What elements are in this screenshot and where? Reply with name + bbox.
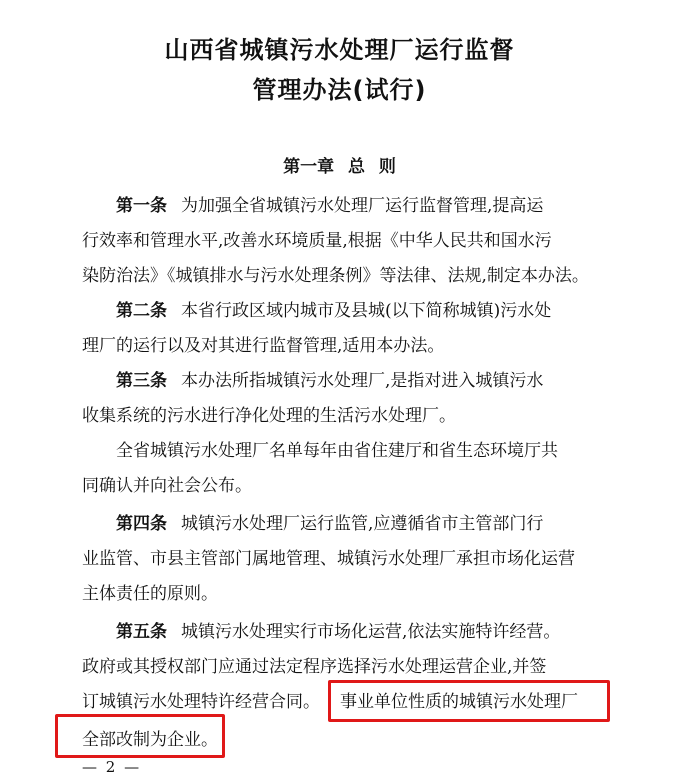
article-1-line-2: 行效率和管理水平,改善水环境质量,根据《中华人民共和国水污: [82, 231, 552, 251]
article-text: 本办法所指城镇污水处理厂,是指对进入城镇污水: [181, 371, 544, 391]
article-3-line-2: 收集系统的污水进行净化处理的生活污水处理厂。: [82, 406, 456, 426]
article-label: 第一条: [116, 196, 167, 216]
article-4-line-2: 业监管、市县主管部门属地管理、城镇污水处理厂承担市场化运营: [82, 549, 575, 569]
article-text: 城镇污水处理厂运行监管,应遵循省市主管部门行: [181, 514, 544, 534]
article-text: 为加强全省城镇污水处理厂运行监督管理,提高运: [181, 196, 544, 216]
article-label: 第二条: [116, 301, 167, 321]
article-5-line-3: 订城镇污水处理特许经营合同。: [82, 692, 320, 712]
chapter-heading: 第一章 总 则: [283, 157, 396, 177]
article-text: 本省行政区域内城市及县城(以下简称城镇)污水处: [181, 301, 552, 321]
article-4-line-1: [116, 512, 599, 536]
article-5-line-2: 政府或其授权部门应通过法定程序选择污水处理运营企业,并签: [82, 657, 547, 677]
article-label: 第三条: [116, 371, 167, 391]
article-4-line-3: 主体责任的原则。: [82, 584, 218, 604]
article-2-line-1: [116, 299, 599, 323]
article-3-para-2-line-2: 同确认并向社会公布。: [82, 476, 252, 496]
article-text: 城镇污水处理实行市场化运营,依法实施特许经营。: [181, 622, 561, 642]
highlighted-text-part-2: 全部改制为企业。: [82, 730, 218, 750]
page-number: — 2 —: [82, 758, 142, 776]
document-title-line-1: 山西省城镇污水处理厂运行监督: [164, 36, 515, 64]
highlight-box-2: [55, 714, 225, 758]
article-label: 第五条: [116, 622, 167, 642]
highlight-box-1: [328, 680, 610, 722]
document-title-line-2: 管理办法(试行): [252, 76, 427, 104]
article-3-line-1: [116, 369, 599, 393]
article-2-line-2: 理厂的运行以及对其进行监督管理,适用本办法。: [82, 336, 445, 356]
article-1-line-1: [116, 194, 599, 218]
article-1-line-3: 染防治法》《城镇排水与污水处理条例》等法律、法规,制定本办法。: [82, 266, 589, 286]
article-5-line-1: [116, 620, 599, 644]
article-3-para-2-line-1: 全省城镇污水处理厂名单每年由省住建厅和省生态环境厅共: [116, 441, 558, 461]
article-label: 第四条: [116, 514, 167, 534]
highlighted-text-part-1: 事业单位性质的城镇污水处理厂: [340, 692, 578, 712]
